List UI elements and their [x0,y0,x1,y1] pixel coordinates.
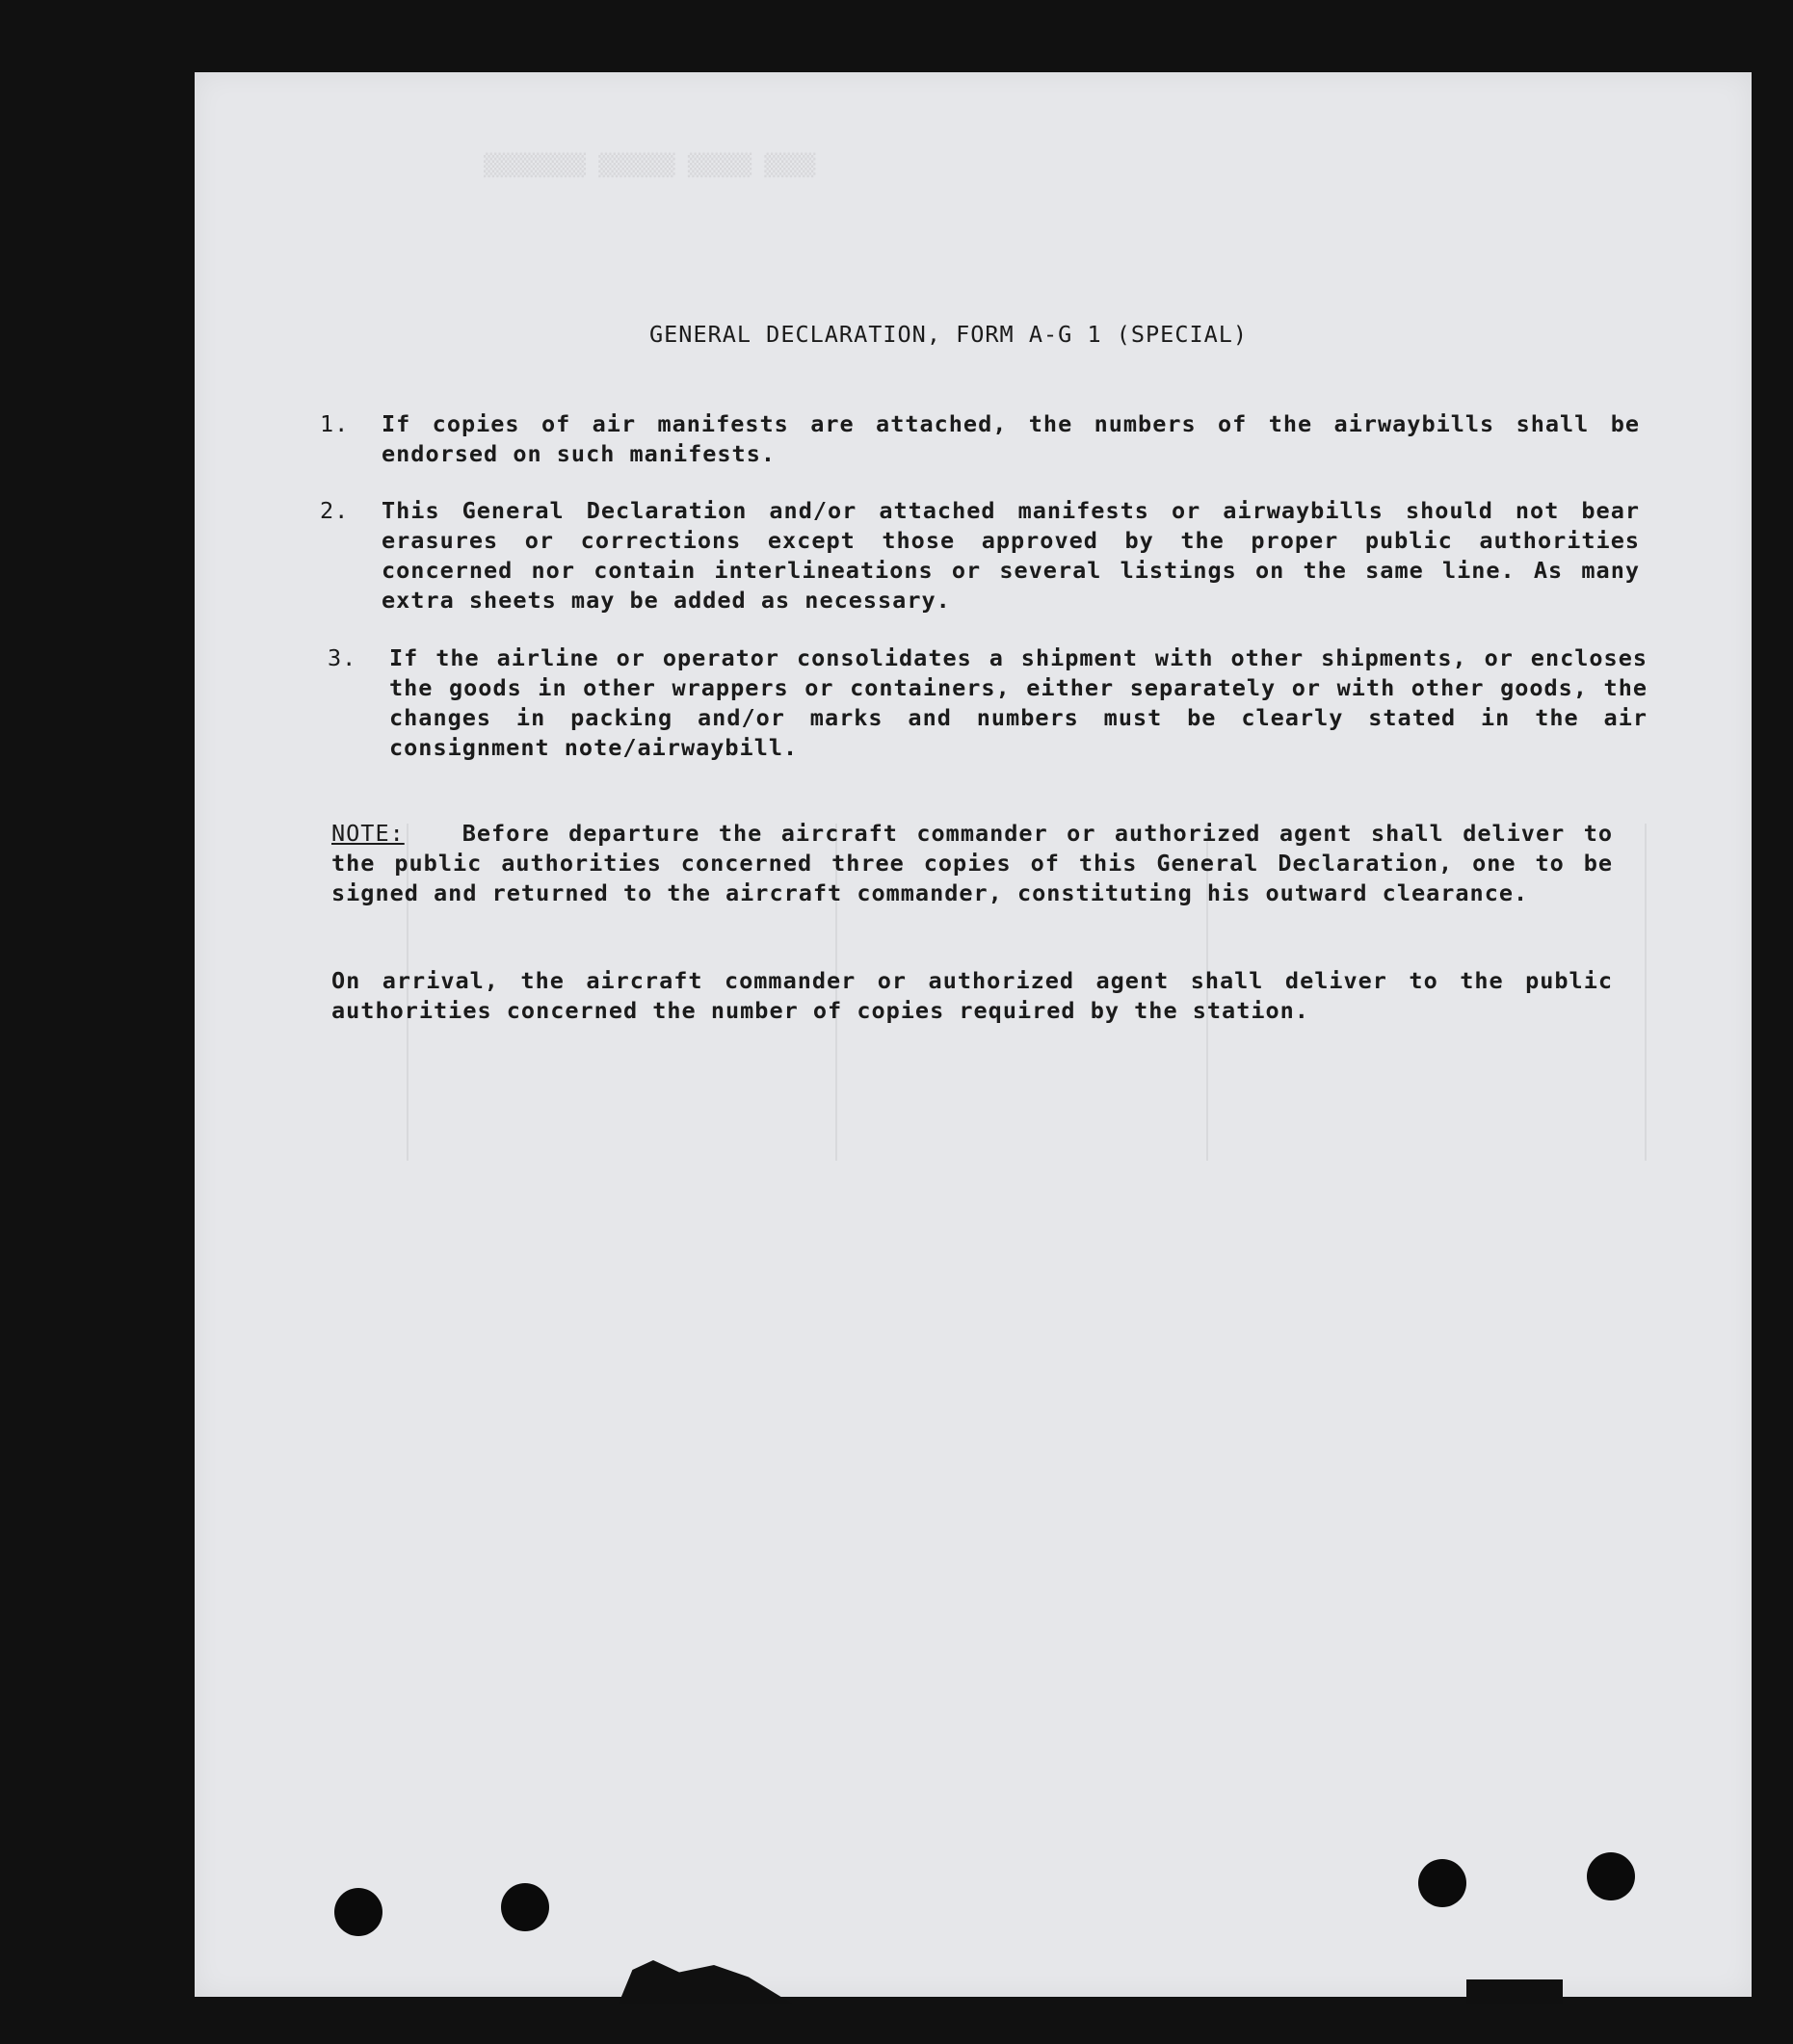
arrival-paragraph: On arrival, the aircraft commander or authorized agent shall deliver to the public authorities concerned the number of copies required by the station. [331,967,1613,1024]
document-title: GENERAL DECLARATION, FORM A-G 1 (SPECIAL) [649,321,1249,348]
punch-hole [334,1888,382,1936]
item-text: This General Declaration and/or attached manifests or airwaybills should not bear erasures or corrections except those approved by the proper public authorities concerned nor contain interlineations or several listings on the same line. As many extra sheets may be added as necessary. [382,497,1640,614]
item-text: If copies of air manifests are attached, the numbers of the airwaybills shall be endorsed on such manifests. [382,410,1640,467]
note-paragraph [331,819,1613,908]
note-text: Before departure the aircraft commander or authorized agent shall deliver to the public authorities concerned three copies of this General Declaration, one to be signed and returned to the aircraft commander, constituting his outward clearance. [331,820,1613,906]
bleed-through-line [1645,824,1647,1161]
item-number: 1. [320,410,350,437]
instruction-item-3 [328,643,1648,763]
punch-hole [1587,1852,1635,1900]
item-number: 2. [320,497,350,524]
punch-hole [501,1883,549,1931]
paper-sheet [195,72,1752,1997]
instruction-item-2 [320,496,1640,616]
note-label: NOTE: [331,820,405,847]
paper-damage [1466,1979,1563,2004]
item-text: If the airline or operator consolidates a shipment with other shipments, or encloses the goods in other wrappers or containers, either separately or with other goods, the changes in packing and/or marks and numbers must be clearly stated in the air consignment note/airwaybill. [389,644,1648,761]
bleed-through-text: ▒▒▒▒ ▒▒▒▒▒ ▒▒▒▒▒▒ ▒▒▒▒▒▒▒▒ [484,154,816,178]
instruction-item-1 [320,409,1640,469]
item-number: 3. [328,644,357,671]
paper-tear [619,1955,792,2004]
punch-hole [1418,1859,1466,1907]
